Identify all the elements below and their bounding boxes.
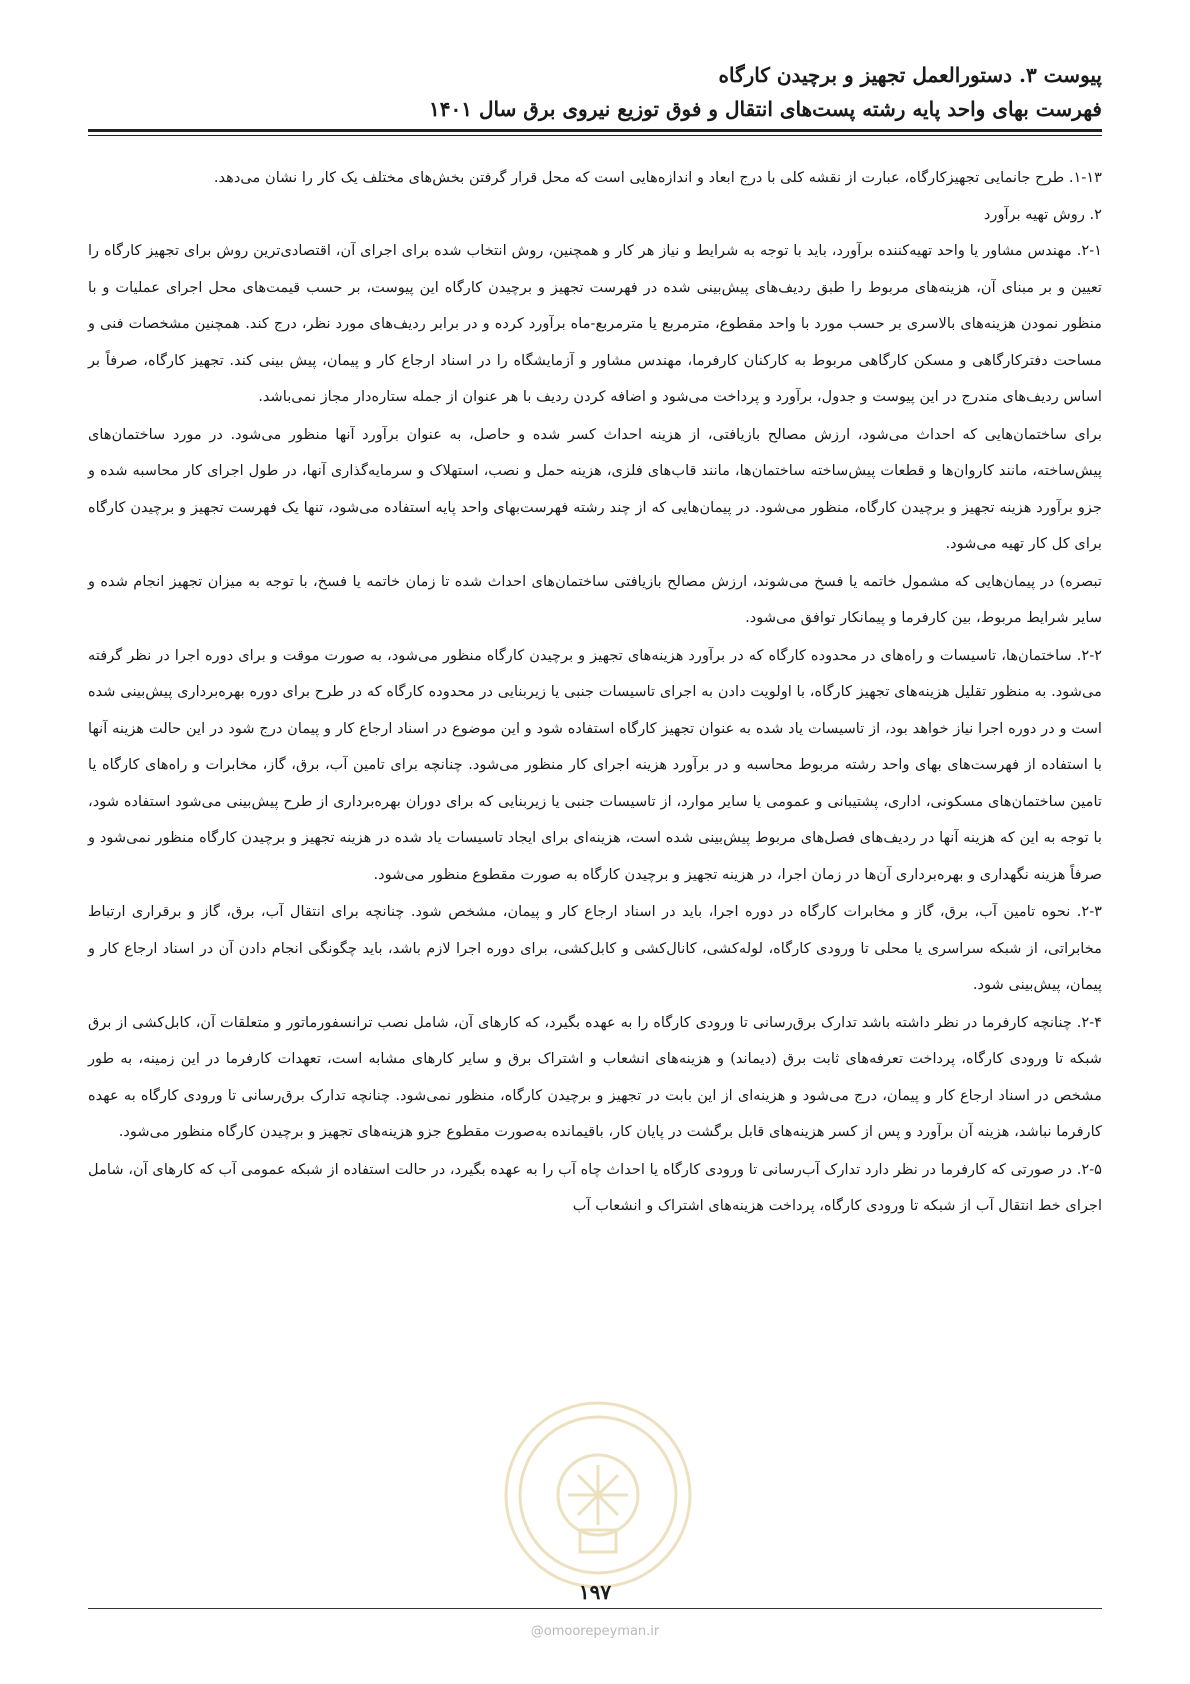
body-text	[88, 160, 1102, 1225]
header-title-line1: پیوست ۳. دستورالعمل تجهیز و برچیدن کارگاه	[718, 63, 1102, 87]
paragraph-buildings: برای ساختمان‌هایی که احداث می‌شود، ارزش مصالح بازیافتی، از هزینه احداث کسر شده و حاصل، به عنوان برآورد آنها منظور می‌شود. در مورد ساختمان‌های پیش‌ساخته، مانند کاروان‌ها و قطعات پیش‌ساخته ساختمان‌ها، مانند قاب‌های فلزی، هزینه حمل و نصب، استهلاک و سرمایه‌گذاری آنها، در طول اجرای کار محاسبه شده و جزو برآورد هزینه تجهیز و برچیدن کارگاه، منظور می‌شود. در پیمان‌هایی که از چند رشته فهرست‌بهای واحد پایه استفاده می‌شود، تنها یک فهرست تجهیز و برچیدن کارگاه برای کل کار تهیه می‌شود.	[88, 425, 1102, 552]
paragraph-2-4: ۲-۴. چنانچه کارفرما در نظر داشته باشد تدارک برق‌رسانی تا ورودی کارگاه را به عهده بگیرد، که کارهای آن، شامل نصب ترانسفورماتور و متعلقات آن، کابل‌کشی از برق شبکه تا ورودی کارگاه، پرداخت تعرفه‌های ثابت برق (دیماند) و هزینه‌های انشعاب و اشتراک برق و سایر کارهای مشابه است، تعهدات کارفرما در این زمینه، به طور مشخص در اسناد ارجاع کار و پیمان، درج می‌شود و هزینه‌ای از این بابت در تجهیز و برچیدن کارگاه، منظور نمی‌شود. چنانچه تدارک برق‌رسانی تا ورودی کارگاه به عهده کارفرما نباشد، هزینه آن برآورد و پس از کسر هزینه‌های قابل برگشت در پایان کار، باقیمانده به‌صورت مقطوع جزو هزینه‌های تجهیز و برچیدن کارگاه منظور می‌شود.	[88, 1013, 1103, 1140]
paragraph-2-3: ۲-۳. نحوه تامین آب، برق، گاز و مخابرات کارگاه در دوره اجرا، باید در اسناد ارجاع کار و پیمان، مشخص شود. چنانچه برای انتقال آب، برق، گاز و برقراری ارتباط مخابراتی، از شبکه سراسری یا محلی تا ورودی کارگاه، لوله‌کشی، کانال‌کشی و کابل‌کشی، برای دوره اجرا لازم باشد، باید چگونگی انجام دادن آن در اسناد ارجاع کار و پیمان، پیش‌بینی شود.	[88, 903, 1102, 993]
paragraph-2-5: ۲-۵. در صورتی که کارفرما در نظر دارد تدارک آب‌رسانی تا ورودی کارگاه یا احداث چاه آب را به عهده بگیرد، در حالت استفاده از شبکه عمومی آب که کارهای آن، شامل اجرای خط انتقال آب از شبکه تا ورودی کارگاه، پرداخت هزینه‌های اشتراک و انشعاب آب	[88, 1160, 1102, 1214]
header-rule-thick	[88, 129, 1102, 132]
header-title-line2: فهرست بهای واحد پایه رشته پست‌های انتقال و فوق توزیع نیروی برق سال ۱۴۰۱	[429, 97, 1102, 121]
section-heading-estimate-method: ۲. روش تهیه برآورد	[983, 205, 1102, 223]
page-number: ۱۹۷	[578, 1580, 612, 1604]
paragraph-2-2: ۲-۲. ساختمان‌ها، تاسیسات و راه‌های در محدوده کارگاه که در برآورد هزینه‌های تجهیز و برچیدن کارگاه منظور می‌شود، به صورت موقت و برای دوره اجرا در نظر گرفته می‌شود. به منظور تقلیل هزینه‌های تجهیز کارگاه، با اولویت دادن به اجرای تاسیسات جنبی یا زیربنایی در محدوده کارگاه که در طرح برای دوره بهره‌برداری پیش‌بینی شده است و در دوره اجرا نیاز خواهد بود، از تاسیسات یاد شده به عنوان تجهیز کارگاه استفاده شود و این موضوع در اسناد ارجاع کار و پیمان درج شود در این حالت هزینه آنها با استفاده از فهرست‌های بهای واحد رشته مربوط محاسبه و در برآورد هزینه اجرای کار منظور می‌شود. چنانچه برای تامین آب، برق، گاز، مخابرات و راه‌های کارگاه یا تامین ساختمان‌های مسکونی، اداری، پشتیبانی و عمومی یا سایر موارد، از تاسیسات جنبی یا زیربنایی که برای دوران بهره‌برداری از طرح پیش‌بینی می‌شود استفاده شود، با توجه به این که هزینه آنها در ردیف‌های فصل‌های مربوط پیش‌بینی شده است، هزینه‌ای برای ایجاد تاسیسات یاد شده در هزینه تجهیز و برچیدن کارگاه منظور نمی‌شود و صرفاً هزینه نگهداری و بهره‌برداری آن‌ها در زمان اجرا، در هزینه تجهیز و برچیدن کارگاه به صورت مقطوع منظور می‌شود.	[88, 646, 1102, 883]
footer-rule	[88, 1608, 1102, 1609]
website-watermark: @omoorepeyman.ir	[530, 1624, 660, 1639]
paragraph-1-13: ۱-۱۳. طرح جانمایی تجهیزکارگاه، عبارت از نقشه کلی با درج ابعاد و اندازه‌هایی است که محل قرار گرفتن بخش‌های مختلف یک کار را نشان می‌دهد.	[213, 169, 1102, 186]
header-rule-thin	[88, 135, 1102, 136]
seal-icon	[498, 1395, 698, 1595]
page-header	[88, 58, 1102, 126]
paragraph-2-1: ۲-۱. مهندس مشاور یا واحد تهیه‌کننده برآورد، باید با توجه به شرایط و نیاز هر کار و همچنین، روش انتخاب شده برای اجرای آن، اقتصادی‌ترین روش برای تجهیز کارگاه را تعیین و بر مبنای آن، هزینه‌های مربوط را طبق ردیف‌های پیش‌بینی شده در فهرست تجهیز و برچیدن کارگاه این پیوست، بر حسب قیمت‌های محل اجرای عملیات و با منظور نمودن هزینه‌های بالاسری بر حسب مورد با واحد مقطوع، مترمربع یا مترمربع-ماه برآورد کرده و در برابر ردیف‌های مورد نظر، درج کند. همچنین مشخصات فنی و مساحت دفترکارگاهی و مسکن کارگاهی مربوط به کارکنان کارفرما، مهندس مشاور و آزمایشگاه را در اسناد ارجاع کار و پیمان، پیش بینی کند. تجهیز کارگاه، صرفاً بر اساس ردیف‌های مندرج در این پیوست و جدول، برآورد و پرداخت می‌شود و اضافه کردن ردیف با هر عنوان از جمله ستاره‌دار مجاز نمی‌باشد.	[88, 242, 1102, 405]
paragraph-note: تبصره) در پیمان‌هایی که مشمول خاتمه یا فسخ می‌شوند، ارزش مصالح بازیافتی ساختمان‌های احداث شده تا زمان خاتمه یا فسخ، با توجه به میزان تجهیز انجام شده و سایر شرایط مربوط، بین کارفرما و پیمانکار توافق می‌شود.	[88, 572, 1102, 626]
